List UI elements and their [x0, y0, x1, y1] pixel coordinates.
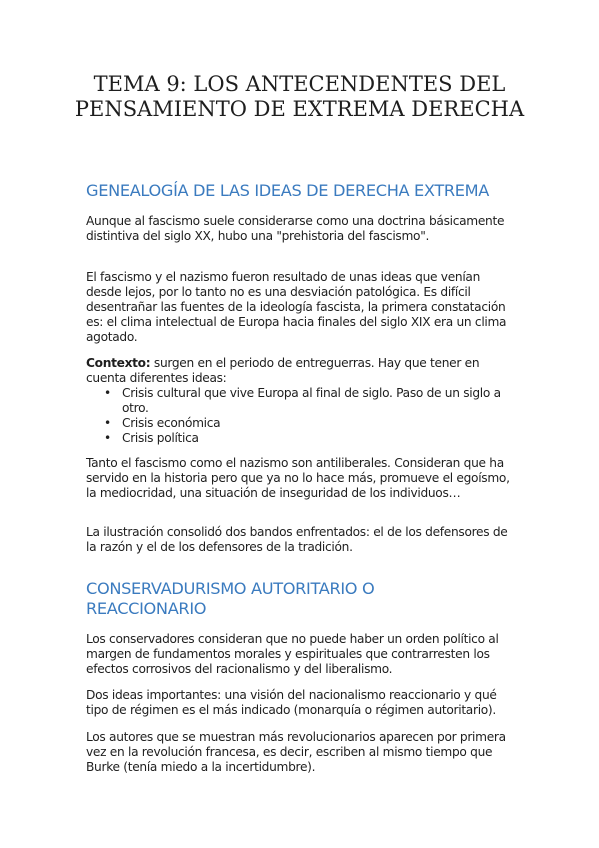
context-label: Contexto: — [86, 356, 151, 370]
section-heading-genealogia: GENEALOGÍA DE LAS IDEAS DE DERECHA EXTREMA — [86, 181, 490, 200]
list-item: • Crisis cultural que vive Europa al final de siglo. Paso de un siglo a otro. — [104, 386, 501, 415]
page-title: TEMA 9: LOS ANTECENDENTES DEL PENSAMIENTO DE EXTREMA DERECHA — [74, 72, 525, 121]
paragraph: Tanto el fascismo como el nazismo son antiliberales. Consideran que ha servido en la historia pero que ya no lo hace más, promueve el egoísmo, la mediocridad, una situación de inseguridad de los individuos… — [86, 456, 510, 500]
context-text: surgen en el periodo de entreguerras. Hay que tener en cuenta diferentes ideas: — [86, 356, 480, 385]
list-item: • Crisis política — [104, 431, 199, 445]
bullet-list — [86, 386, 515, 446]
section-heading-conservadurismo: CONSERVADURISMO AUTORITARIO O REACCIONARIO — [86, 579, 375, 618]
context-paragraph — [86, 356, 515, 386]
list-item: • Crisis económica — [104, 416, 221, 430]
paragraph: La ilustración consolidó dos bandos enfrentados: el de los defensores de la razón y el de los defensores de la tradición. — [86, 525, 508, 554]
paragraph: Los conservadores consideran que no puede haber un orden político al margen de fundamentos morales y espirituales que contrarresten los efectos corrosivos del racionalismo y del liberalismo. — [86, 632, 499, 676]
paragraph: El fascismo y el nazismo fueron resultado de unas ideas que venían desde lejos, por lo tanto no es una desviación patológica. Es difícil desentrañar las fuentes de la ideología fascista, la primera constatación es: el clima intelectual de Europa hacia finales del siglo XIX era un clima agotado. — [86, 270, 507, 344]
paragraph: Dos ideas importantes: una visión del nacionalismo reaccionario y qué tipo de régimen es el más indicado (monarquía o régimen autoritario). — [86, 688, 497, 717]
paragraph: Aunque al fascismo suele considerarse como una doctrina básicamente distintiva del siglo XX, hubo una "prehistoria del fascismo". — [86, 214, 505, 243]
paragraph: Los autores que se muestran más revolucionarios aparecen por primera vez en la revolución francesa, es decir, escriben al mismo tiempo que Burke (tenía miedo a la incertidumbre). — [86, 730, 506, 774]
